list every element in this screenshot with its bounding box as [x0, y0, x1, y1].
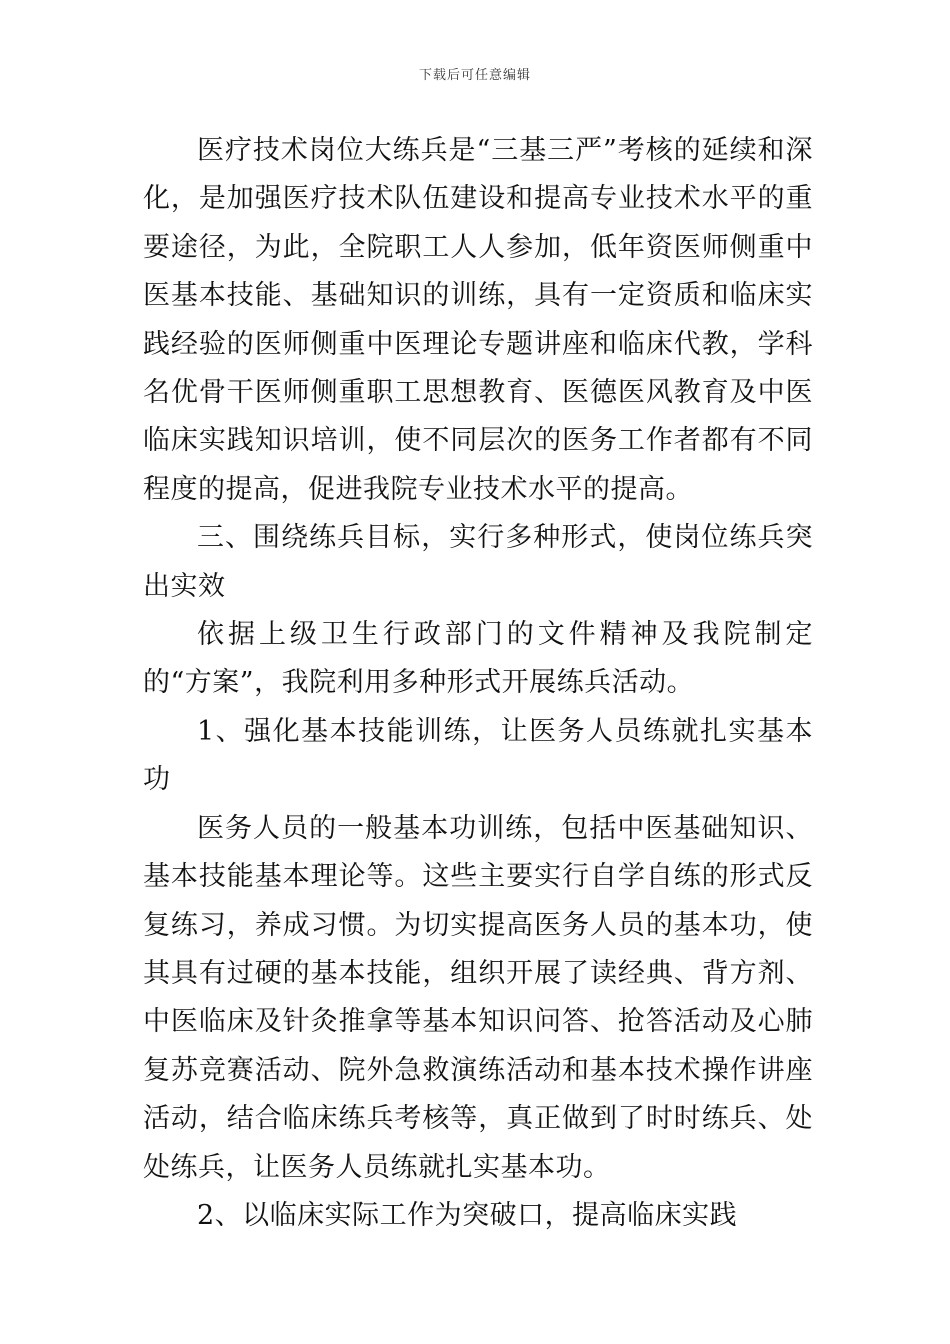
- paragraph-training-basis: 依据上级卫生行政部门的文件精神及我院制定的“方案”，我院利用多种形式开展练兵活动。: [143, 619, 813, 699]
- subheading-clinical-practice: 2、以临床实际工作为突破口，提高临床实践: [197, 1199, 738, 1231]
- section-heading-three: 三、围绕练兵目标，实行多种形式，使岗位练兵突出实效: [143, 522, 813, 602]
- document-body: [143, 127, 813, 1240]
- page-header-note: 下载后可任意编辑: [418, 68, 531, 83]
- subheading-basic-skills: 1、强化基本技能训练，让医务人员练就扎实基本功: [143, 715, 813, 796]
- paragraph-basic-skills: 医务人员的一般基本功训练，包括中医基础知识、基本技能基本理论等。这些主要实行自学自练的形式反复练习，养成习惯。为切实提高医务人员的基本功，使其具有过硬的基本技能，组织开展了读经典、背方剂、中医临床及针灸推拿等基本知识问答、抢答活动及心肺复苏竞赛活动、院外急救演练活动和基本技术操作讲座活动，结合临床练兵考核等，真正做到了时时练兵、处处练兵，让医务人员练就扎实基本功。: [143, 812, 813, 1183]
- paragraph-training-significance: 医疗技术岗位大练兵是“三基三严”考核的延续和深化，是加强医疗技术队伍建设和提高专业技术水平的重要途径，为此，全院职工人人参加，低年资医师侧重中医基本技能、基础知识的训练，具有一定资质和临床实践经验的医师侧重中医理论专题讲座和临床代教，学科名优骨干医师侧重职工思想教育、医德医风教育及中医临床实践知识培训，使不同层次的医务工作者都有不同程度的提高，促进我院专业技术水平的提高。: [143, 135, 813, 505]
